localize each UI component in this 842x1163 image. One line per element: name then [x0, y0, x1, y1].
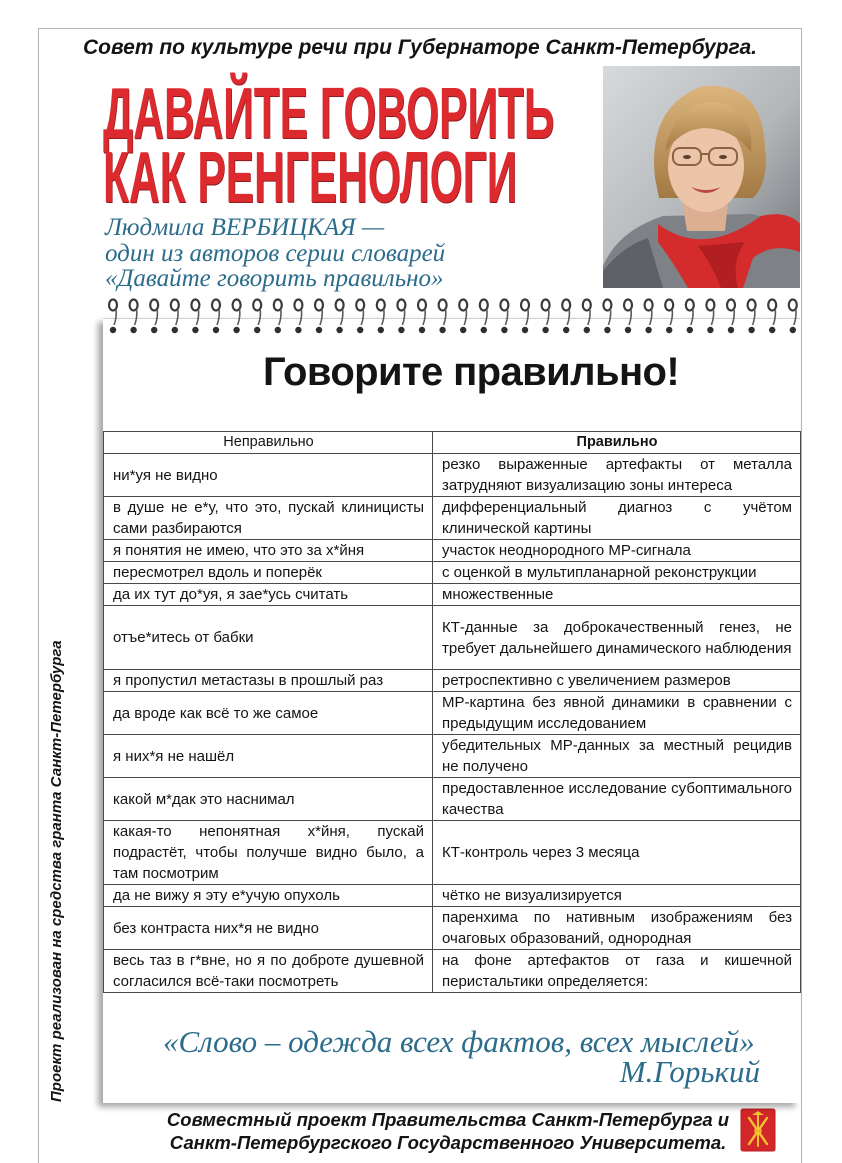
cell-wrong: весь таз в г*вне, но я по доброте душевной согласился всё-таки посмотреть: [104, 950, 433, 993]
main-title-line-2: КАК РЕНГЕНОЛОГИ: [103, 138, 518, 218]
cell-wrong: без контраста них*я не видно: [104, 907, 433, 950]
binding-ring: [439, 300, 447, 334]
author-photo: [603, 66, 800, 288]
cell-wrong: я них*я не нашёл: [104, 735, 433, 778]
cell-right: паренхима по нативным изображениям без очаговых образований, однородная: [433, 907, 801, 950]
author-caption: [105, 215, 585, 292]
footer-line-1: Совместный проект Правительства Санкт-Петербурга и: [166, 1109, 730, 1130]
table-row: [104, 670, 801, 692]
column-header-wrong: Неправильно: [104, 432, 433, 454]
cell-right: ретроспективно с увеличением размеров: [433, 670, 801, 692]
cell-wrong: я понятия не имею, что это за х*йня: [104, 540, 433, 562]
binding-ring: [336, 300, 344, 334]
cell-wrong: да не вижу я эту е*учую опухоль: [104, 885, 433, 907]
cell-right: КТ-данные за доброкачественный генез, не требует дальнейшего динамического наблюдения: [433, 606, 801, 670]
author-role: один из авторов серии словарей: [105, 239, 446, 267]
speech-comparison-table: [103, 431, 801, 993]
table-row: [104, 692, 801, 735]
grant-note: Проект реализован на средства гранта Санкт-Петербурга: [48, 640, 65, 1102]
binding-ring: [583, 300, 591, 334]
binding-ring: [315, 300, 323, 334]
binding-ring: [727, 300, 735, 334]
cell-wrong: в душе не е*у, что это, пускай клиницисты сами разбираются: [104, 497, 433, 540]
spiral-binding: [100, 290, 802, 342]
table-row: [104, 454, 801, 497]
coat-of-arms-icon: [740, 1108, 776, 1152]
binding-ring: [171, 300, 179, 334]
table-row: [104, 562, 801, 584]
cell-right: убедительных МР-данных за местный рецидив не получено: [433, 735, 801, 778]
table-row: [104, 497, 801, 540]
binding-ring: [665, 300, 673, 334]
cell-wrong: отъе*итесь от бабки: [104, 606, 433, 670]
cell-right: КТ-контроль через 3 месяца: [433, 821, 801, 885]
binding-ring: [542, 300, 550, 334]
binding-ring: [480, 300, 488, 334]
table-row: [104, 950, 801, 993]
column-header-right: Правильно: [433, 432, 801, 454]
table-row: [104, 778, 801, 821]
cell-right: чётко не визуализируется: [433, 885, 801, 907]
cell-wrong: ни*уя не видно: [104, 454, 433, 497]
author-name: Людмила ВЕРБИЦКАЯ —: [105, 214, 385, 241]
binding-ring: [191, 300, 199, 334]
binding-ring: [706, 300, 714, 334]
binding-ring: [130, 300, 138, 334]
cell-right: на фоне артефактов от газа и кишечной перистальтики определяется:: [433, 950, 801, 993]
table-row: [104, 584, 801, 606]
binding-ring: [212, 300, 220, 334]
cell-wrong: да вроде как всё то же самое: [104, 692, 433, 735]
cell-right: МР-картина без явной динамики в сравнении с предыдущим исследованием: [433, 692, 801, 735]
author-series: «Давайте говорить правильно»: [105, 265, 444, 292]
main-title: [103, 74, 558, 218]
binding-ring: [233, 300, 241, 334]
binding-ring: [686, 300, 694, 334]
binding-ring: [109, 300, 117, 334]
binding-ring: [459, 300, 467, 334]
binding-ring: [789, 300, 797, 334]
table-row: [104, 885, 801, 907]
binding-ring: [768, 300, 776, 334]
cell-wrong: какая-то непонятная х*йня, пускай подрастёт, чтобы получше видно было, а там посмотрим: [104, 821, 433, 885]
binding-ring: [624, 300, 632, 334]
binding-ring: [377, 300, 385, 334]
binding-ring: [418, 300, 426, 334]
binding-ring: [397, 300, 405, 334]
cell-wrong: какой м*дак это наснимал: [104, 778, 433, 821]
table-header-row: [104, 432, 801, 454]
portrait-image: [603, 66, 800, 288]
cell-wrong: пересмотрел вдоль и поперёк: [104, 562, 433, 584]
table-row: [104, 606, 801, 670]
main-title-line-1: ДАВАЙТЕ ГОВОРИТЬ: [103, 74, 555, 154]
cell-right: с оценкой в мультипланарной реконструкции: [433, 562, 801, 584]
cell-right: участок неоднородного МР-сигнала: [433, 540, 801, 562]
cell-right: предоставленное исследование субоптимального качества: [433, 778, 801, 821]
quote-author: М.Горький: [619, 1054, 760, 1089]
binding-ring: [500, 300, 508, 334]
cell-right: множественные: [433, 584, 801, 606]
binding-ring: [603, 300, 611, 334]
binding-ring: [356, 300, 364, 334]
footer-line-2: Санкт-Петербургского Государственного Университета.: [169, 1132, 727, 1153]
table-row: [104, 821, 801, 885]
table-row: [104, 540, 801, 562]
footer: [150, 1108, 746, 1154]
cell-right: дифференциальный диагноз с учётом клинической картины: [433, 497, 801, 540]
binding-ring: [294, 300, 302, 334]
table-row: [104, 735, 801, 778]
binding-ring: [645, 300, 653, 334]
notebook-sheet: [103, 318, 800, 1103]
binding-ring: [521, 300, 529, 334]
cell-wrong: я пропустил метастазы в прошлый раз: [104, 670, 433, 692]
binding-ring: [562, 300, 570, 334]
binding-ring: [748, 300, 756, 334]
binding-ring: [150, 300, 158, 334]
cell-right: резко выраженные артефакты от металла затрудняют визуализацию зоны интереса: [433, 454, 801, 497]
notebook-heading: Говорите правильно!: [262, 350, 680, 394]
council-header: Совет по культуре речи при Губернаторе Санкт-Петербурга.: [82, 36, 757, 59]
cell-wrong: да их тут до*уя, я зае*усь считать: [104, 584, 433, 606]
table-row: [104, 907, 801, 950]
quote-text: «Слово – одежда всех фактов, всех мыслей»: [163, 1024, 755, 1059]
binding-ring: [274, 300, 282, 334]
binding-ring: [253, 300, 261, 334]
